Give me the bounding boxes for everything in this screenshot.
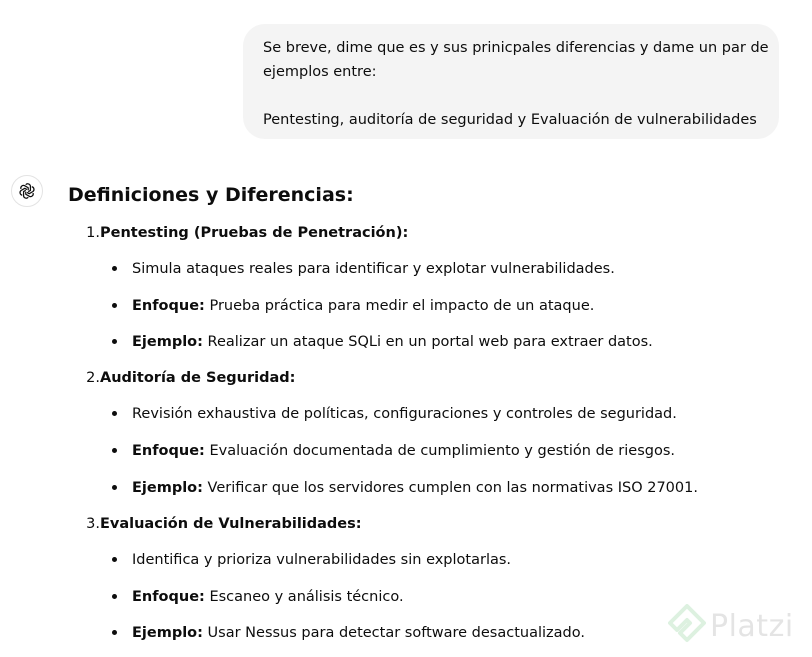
- item-title: Pentesting (Pruebas de Penetración):: [100, 225, 409, 241]
- numbered-item-auditoria: [68, 367, 295, 389]
- list-item: [112, 331, 653, 353]
- list-item: [112, 440, 675, 462]
- list-item-text: Revisión exhaustiva de políticas, configuraciones y controles de seguridad.: [132, 406, 677, 422]
- numbered-item-pentesting: [68, 222, 408, 244]
- list-item-text: Realizar un ataque SQLi en un portal web para extraer datos.: [202, 334, 653, 350]
- item-number: 1.: [86, 225, 100, 241]
- list-item-text: Prueba práctica para medir el impacto de un ataque.: [204, 298, 595, 314]
- bullet-dot: [112, 448, 117, 453]
- bullet-dot: [112, 303, 117, 308]
- list-item-label: Ejemplo:: [132, 625, 203, 641]
- assistant-avatar: [11, 175, 43, 207]
- item-title: Auditoría de Seguridad:: [100, 370, 296, 386]
- bullet-dot: [112, 339, 117, 344]
- bullet-dot: [112, 266, 117, 271]
- watermark-text: Platzi: [710, 608, 794, 644]
- list-item: [112, 477, 698, 499]
- list-item: [112, 403, 677, 425]
- user-message-line: ejemplos entre:: [263, 64, 377, 80]
- list-item: [112, 622, 585, 644]
- bullet-dot: [112, 411, 117, 416]
- list-item-label: Enfoque:: [132, 589, 205, 605]
- user-message-line: Pentesting, auditoría de seguridad y Evaluación de vulnerabilidades: [263, 112, 757, 128]
- bullet-dot: [112, 485, 117, 490]
- numbered-item-evaluacion: [68, 513, 362, 535]
- list-item-text: Identifica y prioriza vulnerabilidades sin explotarlas.: [132, 552, 512, 568]
- user-message-line: Se breve, dime que es y sus prinicpales diferencias y dame un par de: [263, 40, 769, 56]
- response-heading: Definiciones y Diferencias:: [68, 184, 354, 206]
- platzi-watermark: [668, 604, 794, 648]
- bullet-dot: [112, 630, 117, 635]
- user-message-bubble: [243, 24, 779, 139]
- list-item-text: Simula ataques reales para identificar y explotar vulnerabilidades.: [132, 261, 615, 277]
- item-number: 3.: [86, 516, 100, 532]
- list-item-label: Enfoque:: [132, 443, 205, 459]
- bullet-dot: [112, 594, 117, 599]
- list-item: [112, 586, 404, 608]
- list-item-text: Usar Nessus para detectar software desactualizado.: [202, 625, 585, 641]
- list-item-label: Ejemplo:: [132, 334, 203, 350]
- list-item: [112, 295, 594, 317]
- platzi-logo-icon: [668, 604, 706, 648]
- item-title: Evaluación de Vulnerabilidades:: [100, 516, 362, 532]
- list-item-label: Ejemplo:: [132, 480, 203, 496]
- list-item: [112, 549, 511, 571]
- item-number: 2.: [86, 370, 100, 386]
- list-item-text: Evaluación documentada de cumplimiento y gestión de riesgos.: [204, 443, 676, 459]
- list-item-text: Escaneo y análisis técnico.: [204, 589, 404, 605]
- list-item-text: Verificar que los servidores cumplen con las normativas ISO 27001.: [202, 480, 698, 496]
- bullet-dot: [112, 557, 117, 562]
- list-item-label: Enfoque:: [132, 298, 205, 314]
- openai-logo-icon: [17, 181, 37, 201]
- list-item: [112, 258, 615, 280]
